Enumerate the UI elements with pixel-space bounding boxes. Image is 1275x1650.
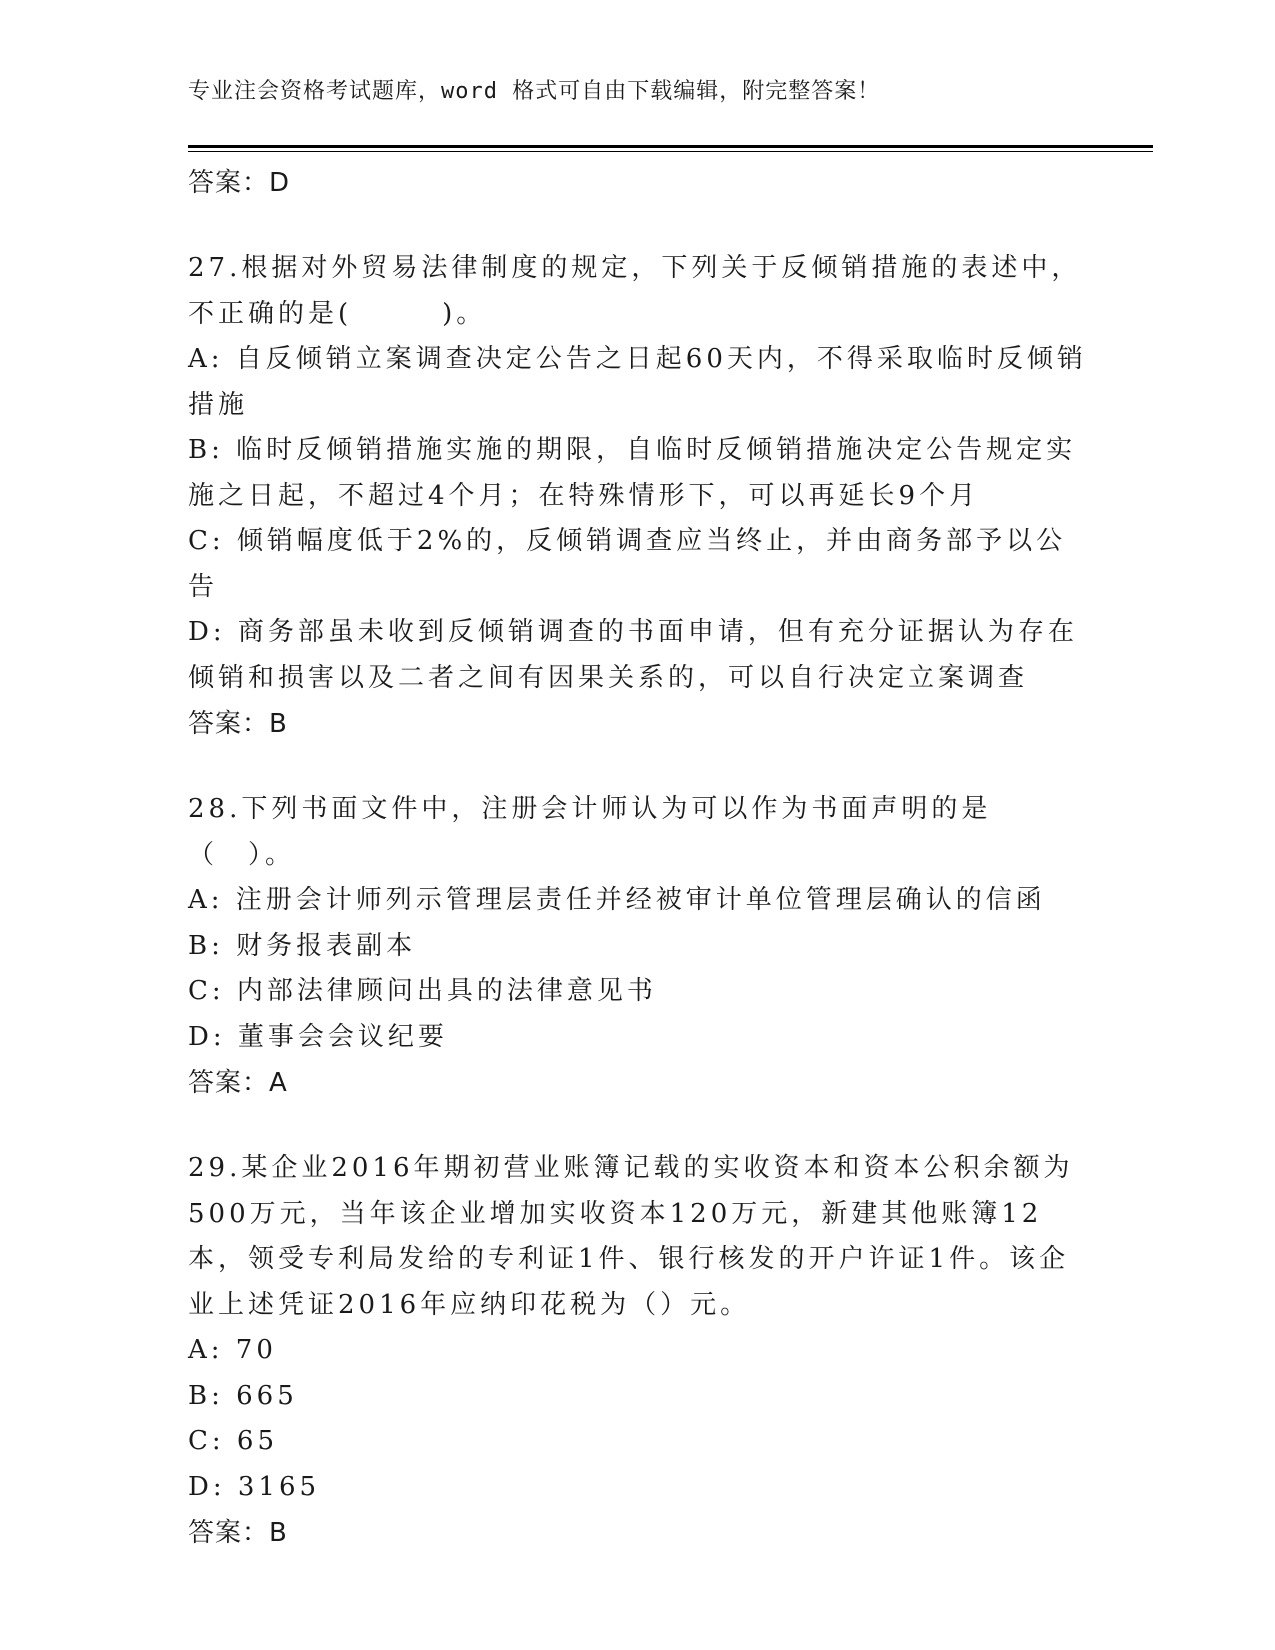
option-a: A: 注册会计师列示管理层责任并经被审计单位管理层确认的信函: [188, 885, 1046, 915]
option-c: C: 内部法律顾问出具的法律意见书: [188, 976, 657, 1006]
option-b: B: 财务报表副本: [188, 930, 417, 961]
option-b: B: 665: [188, 1380, 298, 1411]
option-d: D: 商务部虽未收到反倾销调查的书面申请，但有充分证据认为存在倾销和损害以及二者之间有因果关系的，可以自行决定立案调查: [188, 617, 1078, 693]
option-d: D: 董事会会议纪要: [188, 1021, 448, 1052]
header-rule-thin: [188, 151, 1153, 152]
answer: 答案：B: [188, 1518, 288, 1548]
option-d: D: 3165: [188, 1471, 321, 1502]
option-c: C: 65: [188, 1426, 279, 1456]
header-rule-thick: [188, 145, 1153, 148]
question-stem: 28.下列书面文件中，注册会计师认为可以作为书面声明的是（ ）。: [188, 794, 992, 870]
answer: 答案：A: [188, 1068, 288, 1098]
document-body: [188, 160, 1088, 1556]
option-b: B: 临时反倾销措施实施的期限，自临时反倾销措施决定公告规定实施之日起，不超过4个月；在特殊情形下，可以再延长9个月: [188, 435, 1077, 511]
question-29: [188, 1146, 1088, 1556]
answer: 答案：B: [188, 709, 288, 739]
question-27: [188, 246, 1088, 747]
previous-answer: 答案：D: [188, 168, 291, 198]
page-header-note: 专业注会资格考试题库，word 格式可自由下载编辑，附完整答案！: [188, 79, 881, 104]
question-28: [188, 787, 1088, 1106]
option-c: C: 倾销幅度低于2%的，反倾销调查应当终止，并由商务部予以公告: [188, 526, 1067, 602]
option-a: A: 70: [188, 1335, 277, 1365]
option-a: A: 自反倾销立案调查决定公告之日起60天内，不得采取临时反倾销措施: [188, 344, 1087, 420]
question-stem: 27.根据对外贸易法律制度的规定，下列关于反倾销措施的表述中，不正确的是( )。: [188, 253, 1082, 329]
question-stem: 29.某企业2016年期初营业账簿记载的实收资本和资本公积余额为500万元，当年该企业增加实收资本120万元，新建其他账簿12本，领受专利局发给的专利证1件、银行核发的开户许证1件。该企业上述凭证2016年应纳印花税为（）元。: [188, 1153, 1074, 1320]
